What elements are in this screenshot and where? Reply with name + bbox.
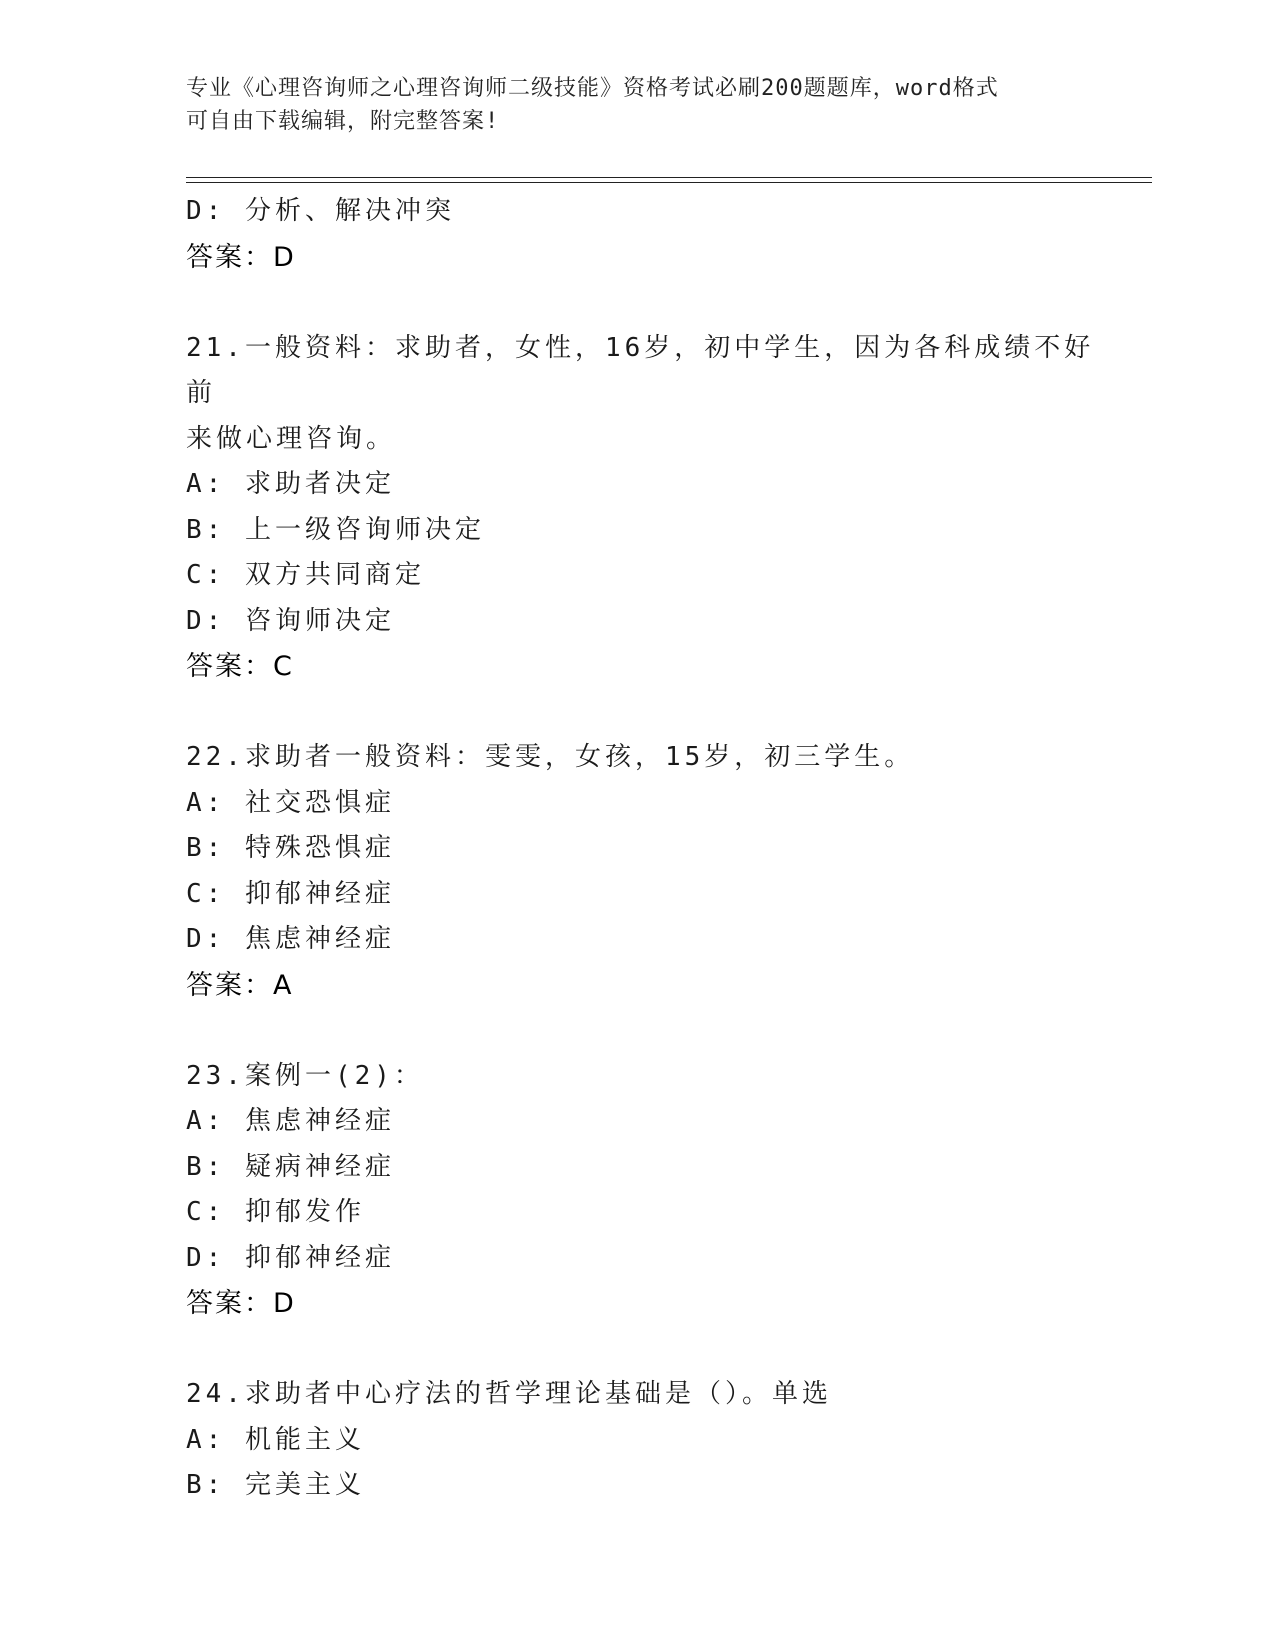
question-24-option-a: A: 机能主义 — [186, 1424, 365, 1455]
question-24-stem: 24.求助者中心疗法的哲学理论基础是（）。单选 — [186, 1379, 832, 1409]
question-21-stem-line-2: 来做心理咨询。 — [186, 423, 397, 454]
header-divider-top — [186, 177, 1152, 178]
prev-option-d: D: 分析、解决冲突 — [186, 196, 455, 226]
question-22-option-c: C: 抑郁神经症 — [186, 878, 395, 909]
question-22-option-b: B: 特殊恐惧症 — [186, 833, 395, 863]
prev-answer: 答案：D — [186, 241, 296, 273]
question-23-stem: 23.案例一(2)： — [186, 1060, 424, 1091]
question-23-option-b: B: 疑病神经症 — [186, 1151, 395, 1182]
question-21-option-c: C: 双方共同商定 — [186, 560, 425, 590]
spacer — [186, 1327, 1116, 1373]
question-21-option-d: D: 咨询师决定 — [186, 605, 395, 636]
question-23-option-a: A: 焦虑神经症 — [186, 1106, 395, 1136]
question-22-option-a: A: 社交恐惧症 — [186, 787, 395, 818]
question-22-answer: 答案：A — [186, 969, 294, 1001]
spacer — [186, 280, 1116, 326]
question-22-stem: 22.求助者一般资料：雯雯，女孩，15岁，初三学生。 — [186, 742, 915, 772]
question-content — [186, 189, 1116, 1509]
question-21-option-a: A: 求助者决定 — [186, 469, 395, 499]
question-22-option-d: D: 焦虑神经症 — [186, 924, 395, 954]
header-title-line-1: 专业《心理咨询师之心理咨询师二级技能》资格考试必刷200题题库，word格式 — [186, 76, 999, 101]
question-21-option-b: B: 上一级咨询师决定 — [186, 514, 485, 545]
document-header — [186, 72, 1086, 138]
question-21-answer: 答案：C — [186, 651, 294, 682]
question-23-option-c: C: 抑郁发作 — [186, 1197, 365, 1227]
spacer — [186, 690, 1116, 736]
question-23-answer: 答案：D — [186, 1288, 296, 1319]
header-divider-bottom — [186, 182, 1152, 183]
header-title-line-2: 可自由下载编辑，附完整答案! — [186, 109, 500, 134]
spacer — [186, 1008, 1116, 1054]
question-23-option-d: D: 抑郁神经症 — [186, 1242, 395, 1273]
question-21-stem-line-1: 21.一般资料：求助者，女性，16岁，初中学生，因为各科成绩不好前 — [186, 332, 1095, 408]
question-24-option-b: B: 完美主义 — [186, 1470, 365, 1500]
